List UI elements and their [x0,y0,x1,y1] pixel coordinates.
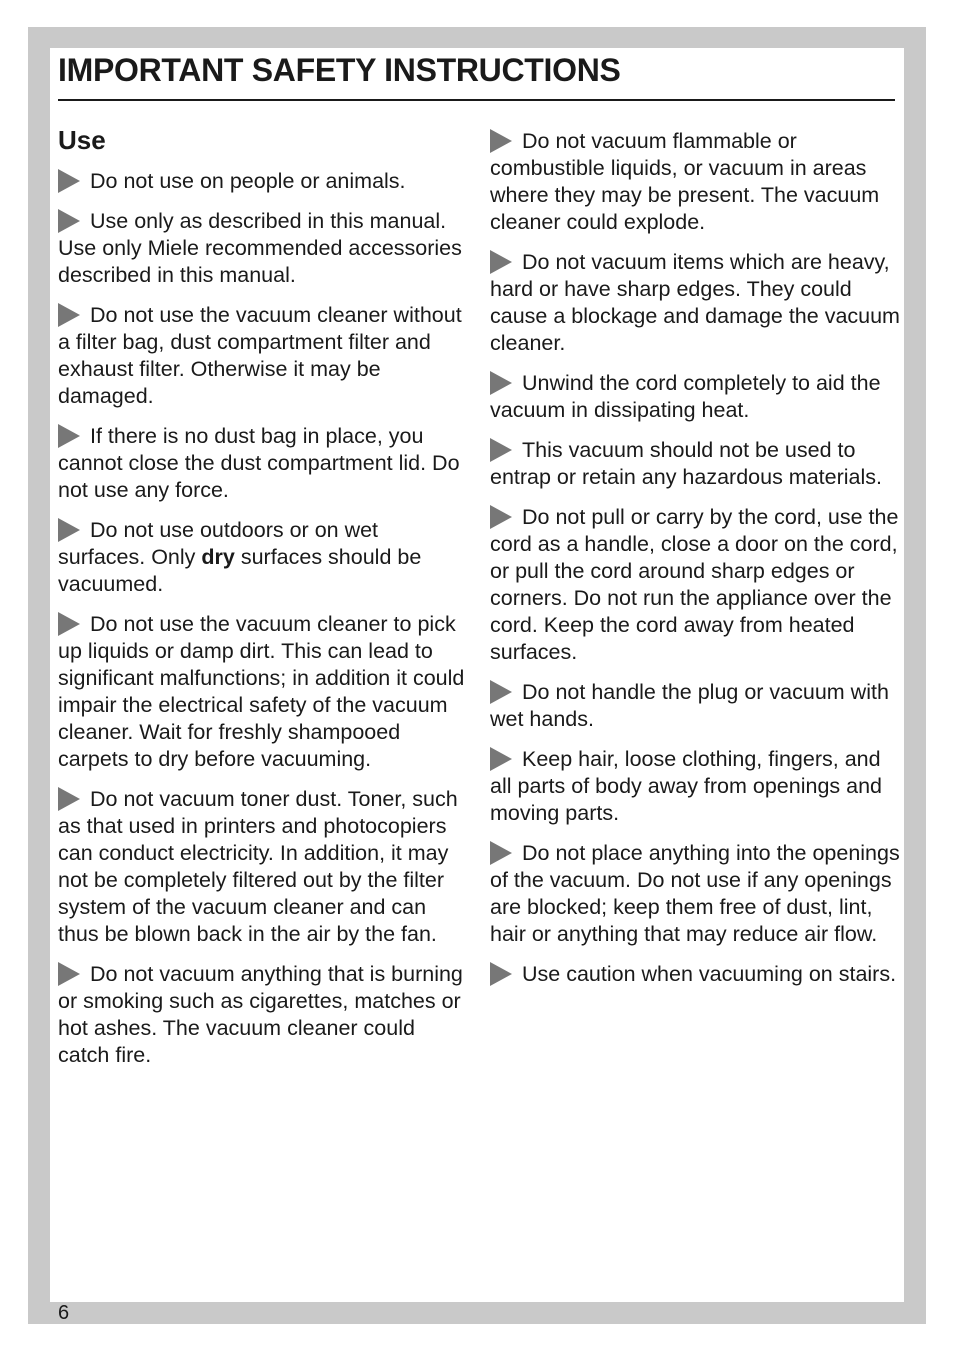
instruction-text: surfaces should be vacuumed. [58,545,422,596]
triangle-arrow-icon [58,962,80,986]
instruction-item [58,302,466,410]
right-column [490,128,900,1001]
triangle-arrow-icon [490,680,512,704]
triangle-arrow-icon [490,129,512,153]
instruction-text: Use only as described in this manual. Use only Miele recommended accessories described in this manual. [58,209,462,287]
triangle-arrow-icon [58,169,80,193]
section-heading: Use [58,125,106,155]
instruction-item [58,961,466,1069]
instruction-text: Do not vacuum toner dust. Toner, such as that used in printers and photocopiers can conduct electricity. In addition, it may not be completely filtered out by the filter system of the vacuum cleaner and can thus be blown back in the air by the fan. [58,787,458,946]
instruction-text: Do not use the vacuum cleaner to pick up liquids or damp dirt. This can lead to significant malfunctions; in addition it could impair the electrical safety of the vacuum cleaner. Wait for freshly shampooed carpets to dry before vacuuming. [58,612,465,771]
instruction-text: This vacuum should not be used to entrap or retain any hazardous materials. [490,438,882,489]
instruction-text: Do not vacuum flammable or combustible liquids, or vacuum in areas where they may be present. The vacuum cleaner could explode. [490,129,880,234]
instruction-text: Do not use outdoors or on wet surfaces. Only [58,518,379,569]
triangle-arrow-icon [490,250,512,274]
instruction-item [58,423,466,504]
triangle-arrow-icon [58,424,80,448]
instruction-emphasis: dry [201,545,235,569]
instruction-item [490,840,900,948]
triangle-arrow-icon [58,303,80,327]
instruction-item [58,517,466,598]
triangle-arrow-icon [490,371,512,395]
triangle-arrow-icon [490,962,512,986]
triangle-arrow-icon [58,787,80,811]
instruction-item [490,679,900,733]
instruction-item [490,128,900,236]
triangle-arrow-icon [58,209,80,233]
page-number: 6 [58,1302,70,1324]
instruction-text: Keep hair, loose clothing, fingers, and all parts of body away from openings and moving parts. [490,747,883,825]
instruction-item [490,249,900,357]
left-column [58,168,466,1082]
instruction-item [58,611,466,773]
instruction-item [490,961,900,988]
instruction-text: If there is no dust bag in place, you cannot close the dust compartment lid. Do not use any force. [58,424,460,502]
instruction-item [58,168,466,195]
triangle-arrow-icon [490,747,512,771]
instruction-text: Do not vacuum items which are heavy, hard or have sharp edges. They could cause a blockage and damage the vacuum cleaner. [490,250,900,355]
instruction-item [490,437,900,491]
instruction-item [58,208,466,289]
instruction-text: Do not place anything into the openings of the vacuum. Do not use if any openings are blocked; keep them free of dust, lint, hair or anything that may reduce air flow. [490,841,900,946]
triangle-arrow-icon [490,438,512,462]
triangle-arrow-icon [490,505,512,529]
instruction-text: Do not handle the plug or vacuum with wet hands. [490,680,889,731]
instruction-item [490,504,900,666]
instruction-text: Do not use on people or animals. [90,169,406,193]
triangle-arrow-icon [58,518,80,542]
instruction-text: Do not vacuum anything that is burning or smoking such as cigarettes, matches or hot ashes. The vacuum cleaner could catch fire. [58,962,463,1067]
triangle-arrow-icon [490,841,512,865]
instruction-item [490,370,900,424]
page-title: IMPORTANT SAFETY INSTRUCTIONS [58,52,621,88]
title-rule [58,99,895,101]
instruction-text: Do not pull or carry by the cord, use the cord as a handle, close a door on the cord, or pull the cord around sharp edges or corners. Do not run the appliance over the cord. Keep the cord away from heated surfaces. [490,505,899,664]
instruction-item [490,746,900,827]
instruction-text: Do not use the vacuum cleaner without a filter bag, dust compartment filter and exhaust filter. Otherwise it may be damaged. [58,303,462,408]
instruction-text: Use caution when vacuuming on stairs. [522,962,897,986]
instruction-item [58,786,466,948]
instruction-text: Unwind the cord completely to aid the vacuum in dissipating heat. [490,371,881,422]
triangle-arrow-icon [58,612,80,636]
